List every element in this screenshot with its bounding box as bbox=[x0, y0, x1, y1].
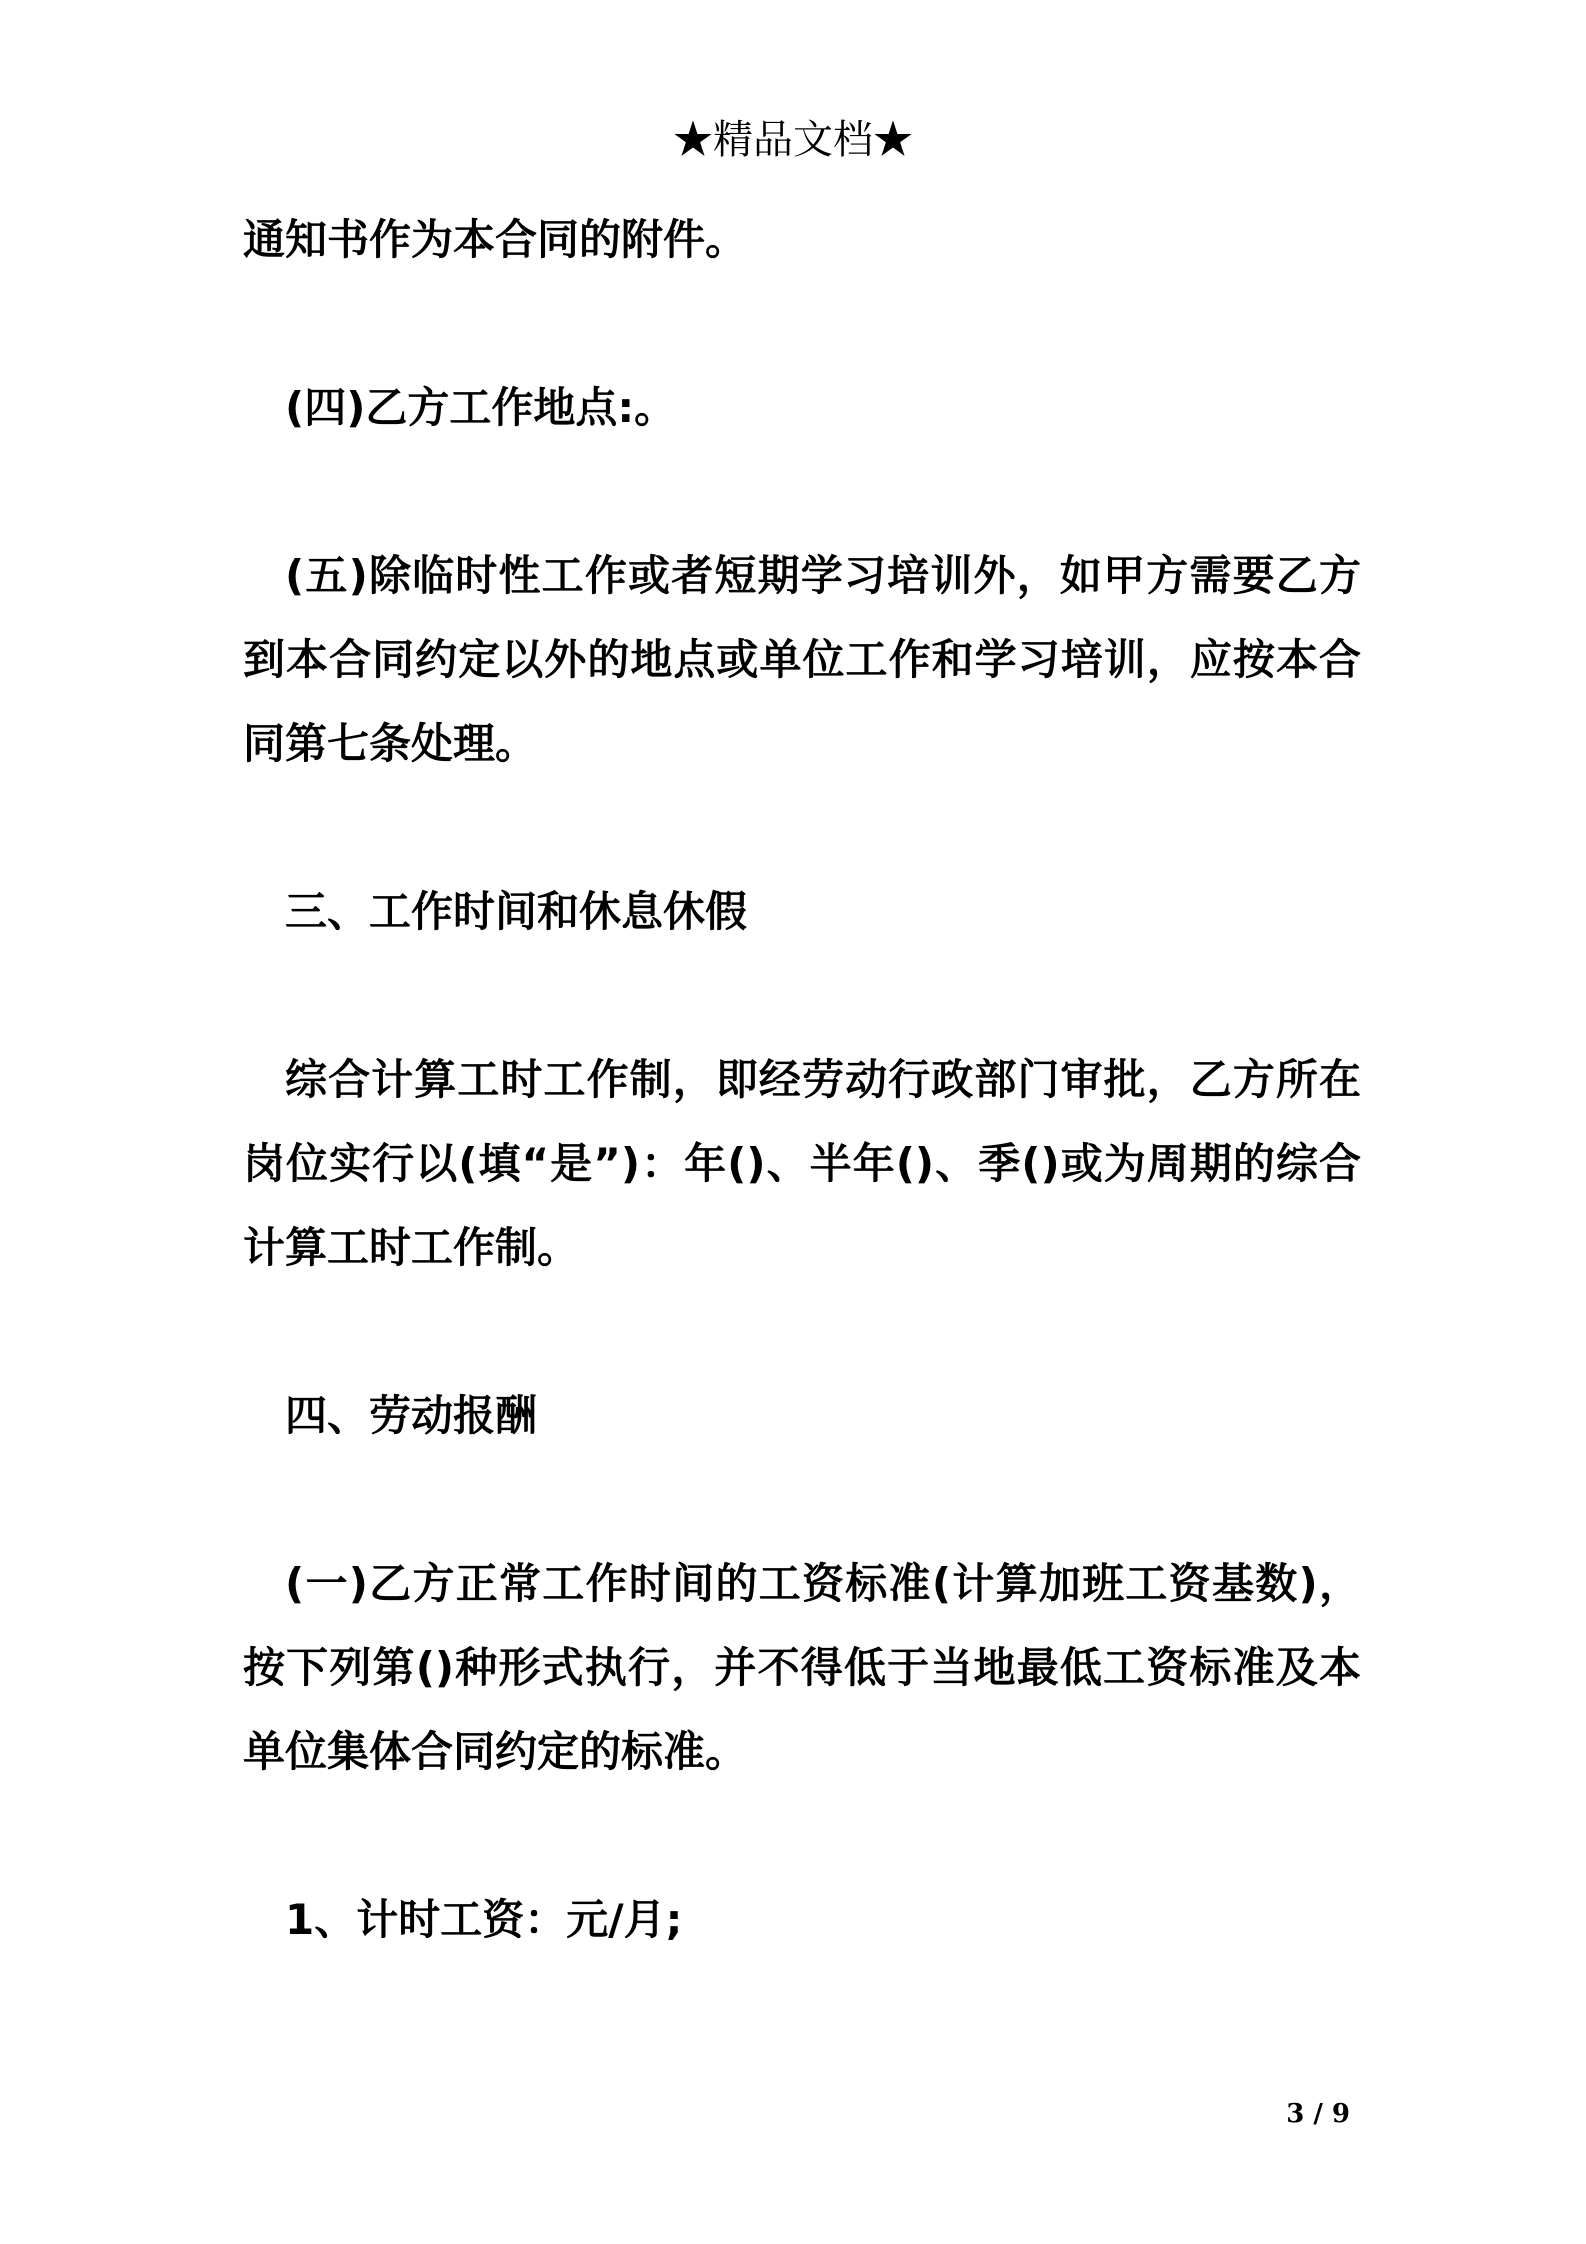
section-heading-work-hours: 三、工作时间和休息休假 bbox=[285, 887, 748, 936]
paragraph-comprehensive-hours: 综合计算工时工作制，即经劳动行政部门审批，乙方所在岗位实行以(填“是”)：年()、半年()、季()或为周期的综合计算工时工作制。 bbox=[243, 1055, 1361, 1272]
paragraph-work-location: (四)乙方工作地点:。 bbox=[285, 383, 677, 432]
paragraph-wage-standard: (一)乙方正常工作时间的工资标准(计算加班工资基数)，按下列第()种形式执行，并不得低于当地最低工资标准及本单位集体合同约定的标准。 bbox=[243, 1559, 1361, 1776]
page-number: 3 / 9 bbox=[1286, 2099, 1350, 2129]
section-heading-remuneration: 四、劳动报酬 bbox=[285, 1391, 538, 1440]
document-body bbox=[243, 198, 1361, 1962]
document-header-title: ★精品文档★ bbox=[673, 117, 913, 163]
paragraph-attachment-note: 通知书作为本合同的附件。 bbox=[243, 215, 748, 264]
paragraph-offsite-work: (五)除临时性工作或者短期学习培训外，如甲方需要乙方到本合同约定以外的地点或单位工作和学习培训，应按本合同第七条处理。 bbox=[243, 551, 1361, 768]
paragraph-hourly-wage: 1、计时工资：元/月; bbox=[285, 1895, 683, 1944]
